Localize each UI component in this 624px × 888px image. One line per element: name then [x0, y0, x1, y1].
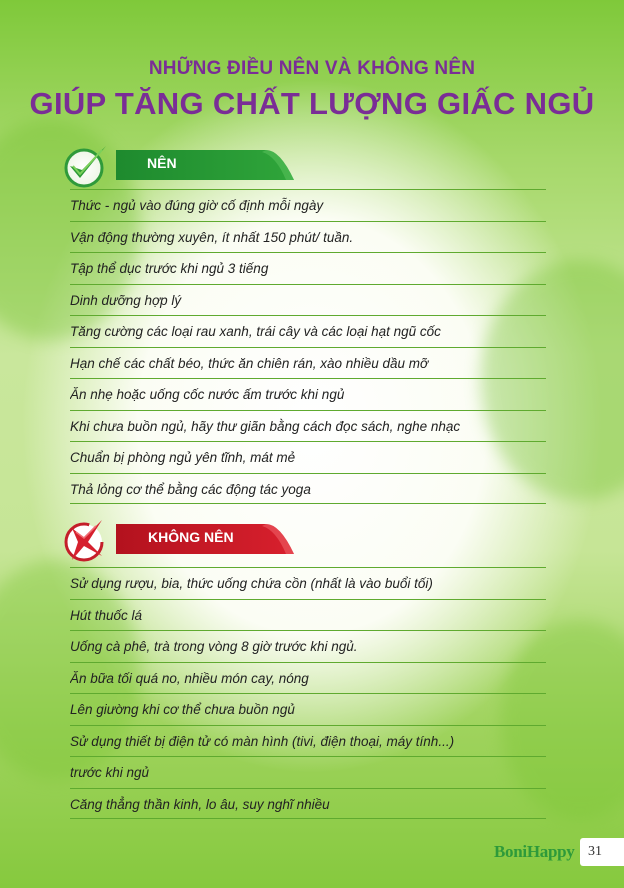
page-title: GIÚP TĂNG CHẤT LƯỢNG GIẤC NGỦ	[29, 86, 595, 121]
should-banner	[116, 150, 294, 180]
page-number-box	[580, 838, 624, 866]
list-item: Ăn bữa tối quá no, nhiều món cay, nóng	[70, 662, 546, 694]
should-list	[70, 189, 546, 504]
list-item: Tập thể dục trước khi ngủ 3 tiếng	[70, 252, 546, 284]
cross-icon	[62, 516, 112, 566]
page-subtitle: NHỮNG ĐIỀU NÊN VÀ KHÔNG NÊN	[148, 58, 476, 79]
list-item: Thức - ngủ vào đúng giờ cố định mỗi ngày	[70, 189, 546, 221]
should-not-list	[70, 567, 546, 819]
checkmark-icon	[62, 142, 112, 192]
list-item: Thả lỏng cơ thể bằng các động tác yoga	[70, 473, 546, 505]
list-item: Vận động thường xuyên, ít nhất 150 phút/ tuần.	[70, 221, 546, 253]
should-not-section-header	[62, 520, 312, 562]
list-item: Căng thẳng thần kinh, lo âu, suy nghĩ nhiều	[70, 788, 546, 820]
should-section-header	[62, 146, 312, 188]
list-item: Uống cà phê, trà trong vòng 8 giờ trước khi ngủ.	[70, 630, 546, 662]
should-label: NÊN	[147, 155, 177, 171]
page-number: 31	[588, 844, 602, 859]
list-item: Ăn nhẹ hoặc uống cốc nước ấm trước khi ngủ	[70, 378, 546, 410]
list-item: Dinh dưỡng hợp lý	[70, 284, 546, 316]
should-not-label: KHÔNG NÊN	[148, 529, 234, 545]
list-item: Lên giường khi cơ thể chưa buồn ngủ	[70, 693, 546, 725]
list-item: trước khi ngủ	[70, 756, 546, 788]
brand-logo: BoniHappy	[494, 842, 575, 861]
list-item: Sử dụng thiết bị điện tử có màn hình (tivi, điện thoại, máy tính...)	[70, 725, 546, 757]
list-item: Tăng cường các loại rau xanh, trái cây và các loại hạt ngũ cốc	[70, 315, 546, 347]
list-item: Sử dụng rượu, bia, thức uống chứa cồn (nhất là vào buổi tối)	[70, 567, 546, 599]
list-item: Khi chưa buồn ngủ, hãy thư giãn bằng cách đọc sách, nghe nhạc	[70, 410, 546, 442]
list-item: Hạn chế các chất béo, thức ăn chiên rán, xào nhiều dầu mỡ	[70, 347, 546, 379]
list-item: Chuẩn bị phòng ngủ yên tĩnh, mát mẻ	[70, 441, 546, 473]
list-item: Hút thuốc lá	[70, 599, 546, 631]
